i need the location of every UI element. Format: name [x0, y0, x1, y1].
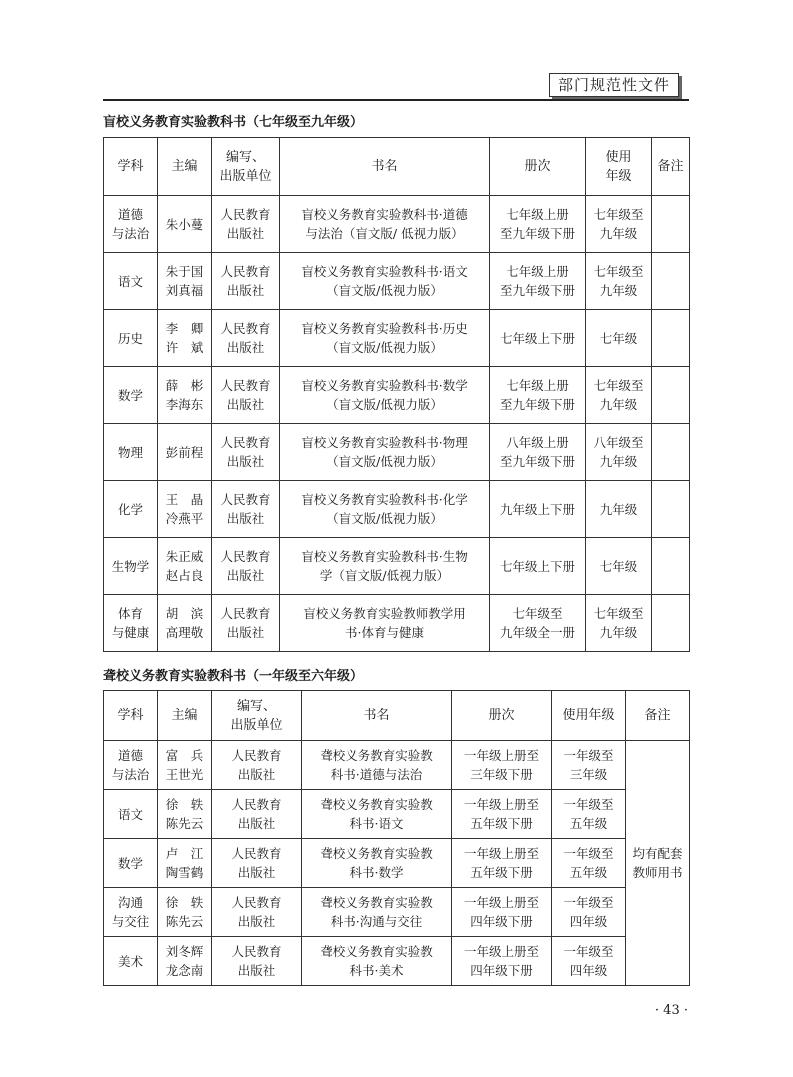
cell-note	[652, 595, 690, 652]
cell-grade: 七年级	[586, 310, 652, 367]
cell-grade: 七年级至 九年级	[586, 196, 652, 253]
cell-editor: 徐 轶 陈先云	[158, 888, 212, 937]
cell-book-title: 盲校义务教育实验教科书·道德 与法治（盲文版/ 低视力版）	[280, 196, 490, 253]
cell-publisher: 人民教育 出版社	[212, 741, 302, 790]
cell-grade: 九年级	[586, 481, 652, 538]
col-header-subject: 学科	[104, 138, 158, 196]
cell-note	[652, 310, 690, 367]
cell-volume: 一年级上册至 三年级下册	[452, 741, 552, 790]
page-number: · 43 ·	[654, 1003, 688, 1018]
header-divider	[103, 99, 689, 101]
cell-editor: 刘冬辉 龙念南	[158, 937, 212, 986]
cell-volume: 七年级上下册	[490, 538, 586, 595]
cell-publisher: 人民教育 出版社	[212, 310, 280, 367]
cell-note	[652, 538, 690, 595]
section-title-deaf-school: 聋校义务教育实验教科书（一年级至六年级）	[103, 669, 364, 684]
cell-volume: 一年级上册至 五年级下册	[452, 790, 552, 839]
cell-grade: 七年级至 九年级	[586, 367, 652, 424]
cell-volume: 七年级上册 至九年级下册	[490, 196, 586, 253]
cell-publisher: 人民教育 出版社	[212, 839, 302, 888]
cell-book-title: 盲校义务教育实验教科书·化学 （盲文版/低视力版）	[280, 481, 490, 538]
cell-editor: 胡 滨 高理敬	[158, 595, 212, 652]
col-header-subject: 学科	[104, 691, 158, 741]
table-row	[104, 937, 690, 986]
table-header-row	[104, 138, 690, 196]
table-row	[104, 253, 690, 310]
cell-subject: 美术	[104, 937, 158, 986]
cell-note	[652, 481, 690, 538]
cell-book-title: 聋校义务教育实验教 科书·道德与法治	[302, 741, 452, 790]
cell-subject: 数学	[104, 839, 158, 888]
col-header-editor: 主编	[158, 691, 212, 741]
cell-editor: 李 卿 许 斌	[158, 310, 212, 367]
cell-editor: 薛 彬 李海东	[158, 367, 212, 424]
col-header-volume: 册次	[490, 138, 586, 196]
cell-note	[652, 367, 690, 424]
cell-note	[652, 253, 690, 310]
cell-grade: 一年级至 五年级	[552, 790, 626, 839]
cell-volume: 七年级至 九年级全一册	[490, 595, 586, 652]
cell-subject: 物理	[104, 424, 158, 481]
cell-editor: 卢 江 陶雪鹤	[158, 839, 212, 888]
cell-grade: 七年级	[586, 538, 652, 595]
cell-subject: 语文	[104, 790, 158, 839]
cell-publisher: 人民教育 出版社	[212, 595, 280, 652]
table-row	[104, 839, 690, 888]
cell-publisher: 人民教育 出版社	[212, 196, 280, 253]
cell-book-title: 聋校义务教育实验教 科书·沟通与交往	[302, 888, 452, 937]
cell-subject: 生物学	[104, 538, 158, 595]
cell-note	[652, 196, 690, 253]
deaf-school-textbook-table	[103, 690, 690, 986]
cell-publisher: 人民教育 出版社	[212, 790, 302, 839]
col-header-grade: 使用年级	[552, 691, 626, 741]
cell-volume: 九年级上下册	[490, 481, 586, 538]
table-row	[104, 196, 690, 253]
cell-subject: 语文	[104, 253, 158, 310]
table-row	[104, 424, 690, 481]
section-title-blind-school: 盲校义务教育实验教科书（七年级至九年级）	[103, 115, 364, 130]
cell-editor: 徐 轶 陈先云	[158, 790, 212, 839]
cell-book-title: 聋校义务教育实验教 科书·数学	[302, 839, 452, 888]
table-row	[104, 310, 690, 367]
cell-note	[652, 424, 690, 481]
cell-volume: 七年级上册 至九年级下册	[490, 367, 586, 424]
table-row	[104, 367, 690, 424]
cell-grade: 一年级至 四年级	[552, 937, 626, 986]
cell-book-title: 盲校义务教育实验教科书·历史 （盲文版/低视力版）	[280, 310, 490, 367]
cell-volume: 一年级上册至 四年级下册	[452, 888, 552, 937]
col-header-publisher: 编写、 出版单位	[212, 138, 280, 196]
cell-publisher: 人民教育 出版社	[212, 538, 280, 595]
cell-volume: 一年级上册至 四年级下册	[452, 937, 552, 986]
cell-editor: 富 兵 王世光	[158, 741, 212, 790]
cell-grade: 一年级至 五年级	[552, 839, 626, 888]
cell-editor: 朱于国 刘真福	[158, 253, 212, 310]
cell-grade: 七年级至 九年级	[586, 595, 652, 652]
table-row	[104, 595, 690, 652]
cell-book-title: 聋校义务教育实验教 科书·语文	[302, 790, 452, 839]
document-type-label: 部门规范性文件	[549, 73, 679, 97]
cell-subject: 沟通 与交往	[104, 888, 158, 937]
cell-grade: 一年级至 四年级	[552, 888, 626, 937]
col-header-note: 备注	[652, 138, 690, 196]
cell-volume: 七年级上册 至九年级下册	[490, 253, 586, 310]
table-header-row	[104, 691, 690, 741]
cell-subject: 道德 与法治	[104, 741, 158, 790]
cell-book-title: 盲校义务教育实验教科书·生物 学（盲文版/低视力版）	[280, 538, 490, 595]
cell-grade: 一年级至 三年级	[552, 741, 626, 790]
cell-book-title: 盲校义务教育实验教科书·物理 （盲文版/低视力版）	[280, 424, 490, 481]
table-row	[104, 888, 690, 937]
table-row	[104, 741, 690, 790]
cell-subject: 体育 与健康	[104, 595, 158, 652]
cell-book-title: 聋校义务教育实验教 科书·美术	[302, 937, 452, 986]
table-row	[104, 481, 690, 538]
blind-school-textbook-table	[103, 137, 690, 652]
cell-editor: 彭前程	[158, 424, 212, 481]
cell-subject: 历史	[104, 310, 158, 367]
cell-book-title: 盲校义务教育实验教师教学用 书·体育与健康	[280, 595, 490, 652]
cell-editor: 朱小蔓	[158, 196, 212, 253]
cell-grade: 七年级至 九年级	[586, 253, 652, 310]
table-row	[104, 538, 690, 595]
cell-note-shared: 均有配套 教师用书	[626, 741, 690, 986]
cell-publisher: 人民教育 出版社	[212, 253, 280, 310]
cell-volume: 一年级上册至 五年级下册	[452, 839, 552, 888]
cell-publisher: 人民教育 出版社	[212, 937, 302, 986]
cell-volume: 八年级上册 至九年级下册	[490, 424, 586, 481]
cell-subject: 道德 与法治	[104, 196, 158, 253]
col-header-grade: 使用 年级	[586, 138, 652, 196]
cell-editor: 王 晶 冷燕平	[158, 481, 212, 538]
cell-grade: 八年级至 九年级	[586, 424, 652, 481]
cell-publisher: 人民教育 出版社	[212, 888, 302, 937]
cell-publisher: 人民教育 出版社	[212, 481, 280, 538]
col-header-volume: 册次	[452, 691, 552, 741]
cell-book-title: 盲校义务教育实验教科书·语文 （盲文版/低视力版）	[280, 253, 490, 310]
cell-editor: 朱正威 赵占良	[158, 538, 212, 595]
cell-subject: 化学	[104, 481, 158, 538]
col-header-note: 备注	[626, 691, 690, 741]
cell-subject: 数学	[104, 367, 158, 424]
cell-publisher: 人民教育 出版社	[212, 367, 280, 424]
col-header-book: 书名	[280, 138, 490, 196]
cell-publisher: 人民教育 出版社	[212, 424, 280, 481]
col-header-editor: 主编	[158, 138, 212, 196]
col-header-book: 书名	[302, 691, 452, 741]
cell-volume: 七年级上下册	[490, 310, 586, 367]
cell-book-title: 盲校义务教育实验教科书·数学 （盲文版/低视力版）	[280, 367, 490, 424]
col-header-publisher: 编写、 出版单位	[212, 691, 302, 741]
table-row	[104, 790, 690, 839]
